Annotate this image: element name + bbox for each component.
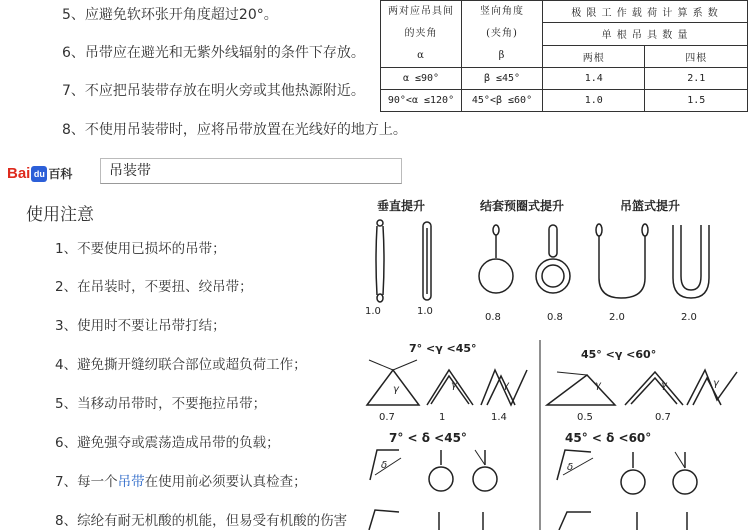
delta-mark-1: δ bbox=[381, 460, 388, 471]
two-leg-triangle-1 bbox=[367, 360, 419, 405]
top-rule-6: 6、吊带应在避光和无紫外线辐射的条件下存放。 bbox=[62, 45, 365, 61]
row1-value-5: 2.0 bbox=[609, 312, 625, 323]
section-title: 使用注意 bbox=[26, 205, 94, 225]
basket-sling-2 bbox=[673, 225, 709, 298]
usage-rule-5: 5、当移动吊带时，不要拖拉吊带； bbox=[55, 396, 267, 412]
col-beta-header: 竖向角度 (夹角) β bbox=[462, 1, 543, 68]
channel-right bbox=[687, 370, 737, 405]
gamma-mark-3: γ bbox=[503, 380, 509, 391]
search-input[interactable]: 吊装带 bbox=[100, 158, 402, 184]
choker-sling-1 bbox=[479, 225, 513, 293]
usage-rule-8: 8、综纶有耐无机酸的机能，但易受有机酸的伤害 bbox=[55, 513, 348, 529]
row2-value-1: 0.7 bbox=[379, 412, 395, 423]
baidu-baike-logo[interactable]: Bai du 百科 bbox=[7, 165, 73, 182]
hook-ring-2 bbox=[429, 450, 453, 491]
two-leg-triangle-2 bbox=[427, 370, 473, 405]
basket-sling-1 bbox=[596, 224, 648, 298]
vertical-sling-2 bbox=[423, 222, 431, 300]
row2-value-4: 0.5 bbox=[577, 412, 593, 423]
coefficient-header: 极 限 工 作 载 荷 计 算 系 数 bbox=[543, 1, 748, 23]
basket-lift-label: 吊篮式提升 bbox=[620, 199, 681, 213]
choker-sling-2 bbox=[536, 225, 570, 293]
table-row: α ≤90° β ≤45° 1.4 2.1 bbox=[381, 68, 748, 90]
vertical-lift-label: 垂直提升 bbox=[377, 199, 426, 213]
row1-value-2: 1.0 bbox=[417, 306, 433, 317]
triangle-right-1 bbox=[547, 372, 615, 405]
sling-diagram bbox=[355, 190, 750, 530]
hook-ring-4 bbox=[557, 450, 593, 480]
four-sling-header: 四根 bbox=[645, 45, 748, 67]
usage-rule-6: 6、避免强夺或震荡造成吊带的负载； bbox=[55, 435, 280, 451]
row2-value-5: 0.7 bbox=[655, 412, 671, 423]
two-sling-header: 两根 bbox=[543, 45, 645, 67]
sling-count-header: 单 根 吊 具 数 量 bbox=[543, 23, 748, 45]
usage-rule-7: 7、每一个吊带在使用前必须要认真检查； bbox=[55, 474, 307, 490]
row2-left-angle: 7° <γ <45° bbox=[409, 342, 477, 355]
row1-value-6: 2.0 bbox=[681, 312, 697, 323]
row1-value-3: 0.8 bbox=[485, 312, 501, 323]
row2-value-2: 1 bbox=[439, 412, 446, 423]
row3-right-angle: 45° < δ <60° bbox=[565, 431, 652, 445]
gamma-mark-6: γ bbox=[713, 378, 719, 389]
load-coefficient-table bbox=[380, 0, 750, 118]
row3-left-angle: 7° < δ <45° bbox=[389, 431, 467, 445]
gamma-mark-1: γ bbox=[393, 384, 399, 395]
top-rule-5: 5、应避免软环张开角度超过20°。 bbox=[62, 7, 278, 23]
triangle-right-2 bbox=[625, 372, 683, 405]
bottom-partial bbox=[369, 510, 687, 530]
delta-mark-2: δ bbox=[567, 462, 574, 473]
usage-rule-4: 4、避免撕开缝纫联合部位或超负荷工作； bbox=[55, 357, 307, 373]
row2-right-angle: 45° <γ <60° bbox=[581, 348, 657, 361]
choke-lift-label: 结套预圈式提升 bbox=[480, 199, 565, 213]
gamma-mark-2: γ bbox=[451, 380, 457, 391]
hook-ring-5 bbox=[621, 452, 645, 494]
table-row: 90°<α ≤120° 45°<β ≤60° 1.0 1.5 bbox=[381, 90, 748, 112]
row1-value-4: 0.8 bbox=[547, 312, 563, 323]
paw-icon: du bbox=[31, 166, 47, 182]
vertical-sling-1 bbox=[376, 220, 384, 302]
gamma-mark-4: γ bbox=[595, 380, 601, 391]
top-rule-7: 7、不应把吊装带存放在明火旁或其他热源附近。 bbox=[62, 83, 365, 99]
row1-value-1: 1.0 bbox=[365, 306, 381, 317]
hook-ring-6 bbox=[673, 452, 697, 494]
gamma-mark-5: γ bbox=[661, 380, 667, 391]
sling-link[interactable]: 吊带 bbox=[117, 474, 145, 490]
top-rule-8: 8、不使用吊装带时，应将吊带放置在光线好的地方上。 bbox=[62, 122, 407, 138]
row2-value-3: 1.4 bbox=[491, 412, 507, 423]
col-alpha-header: 两对应吊具间 的夹角 α bbox=[381, 1, 462, 68]
hook-ring-3 bbox=[473, 450, 497, 491]
usage-rule-1: 1、不要使用已损坏的吊带； bbox=[55, 241, 226, 257]
usage-rule-2: 2、在吊装时，不要扭、绞吊带； bbox=[55, 279, 253, 295]
usage-rule-3: 3、使用时不要让吊带打结； bbox=[55, 318, 226, 334]
